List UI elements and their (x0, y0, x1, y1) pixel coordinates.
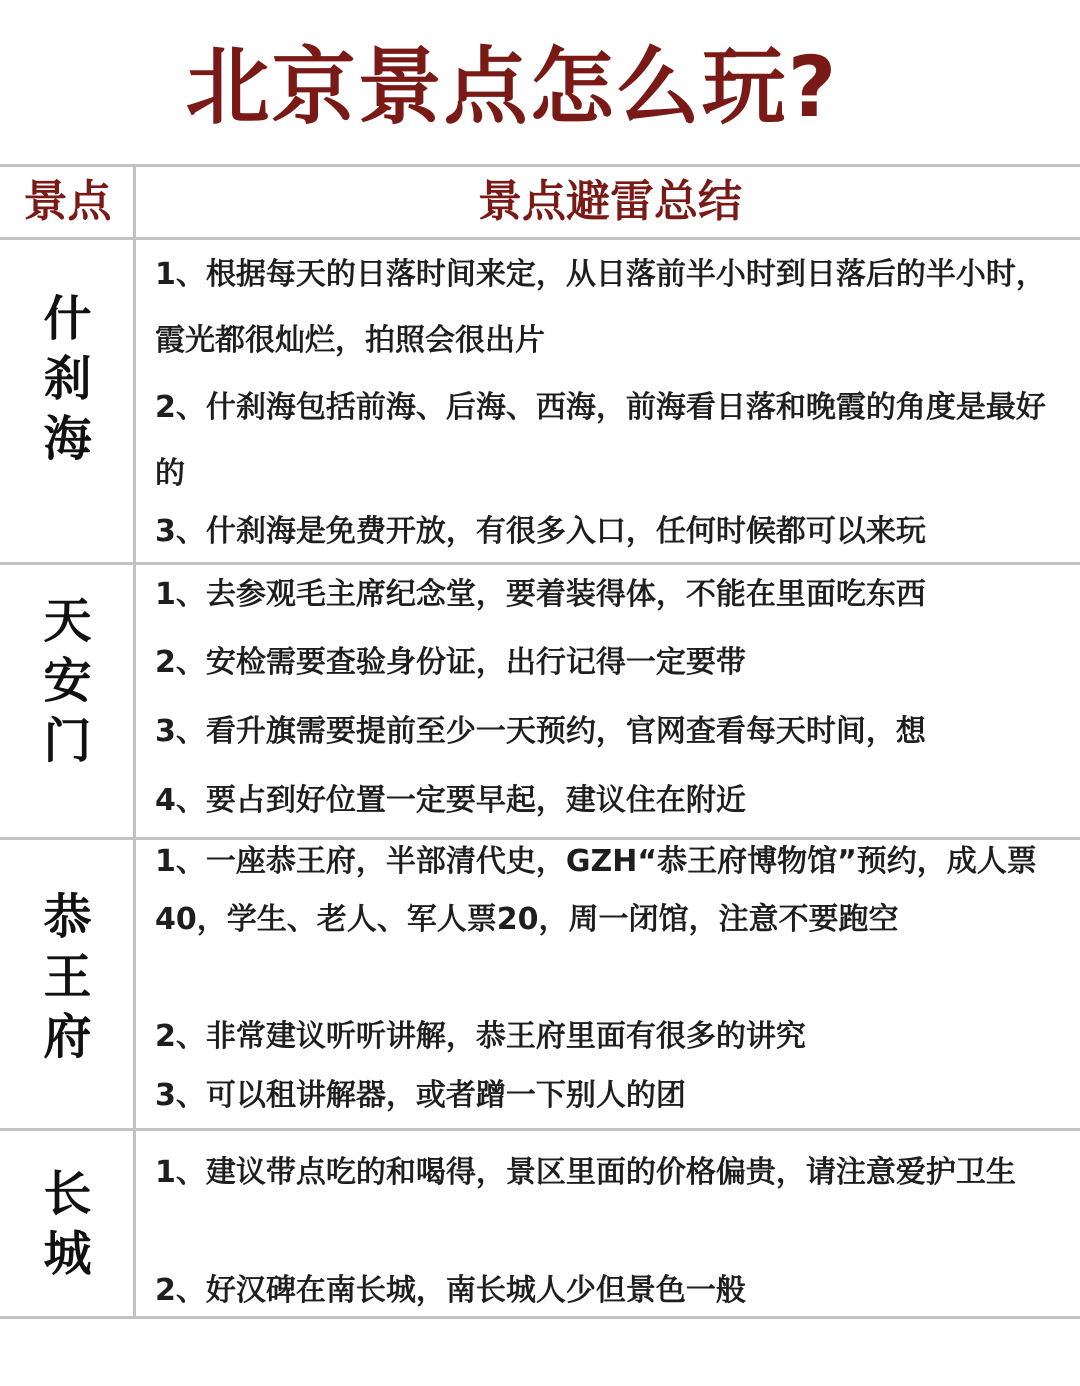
tip-text: 3、什刹海是免费开放，有很多入口，任何时候都可以来玩 (155, 514, 926, 549)
tip-text: 1、建议带点吃的和喝得，景区里面的价格偏贵，请注意爱护卫生 (155, 1155, 1016, 1190)
spot-name-tiananmen: 天 安 门 (43, 593, 92, 769)
spot-name-great-wall: 长 城 (43, 1166, 92, 1282)
spot-name-shichahai: 什 刹 海 (43, 291, 92, 467)
spot-name-gongwangfu: 恭 王 府 (43, 889, 92, 1065)
tip-text: 3、看升旗需要提前至少一天预约，官网查看每天时间，想 (155, 714, 926, 749)
tip-text: 1、去参观毛主席纪念堂，要着装得体，不能在里面吃东西 (155, 577, 926, 612)
tip-text: 1、根据每天的日落时间来定，从日落前半小时到日落后的半小时，霞光都很灿烂，拍照会很出片 (155, 257, 1046, 358)
tip-text: 1、一座恭王府，半部清代史，GZH“恭王府博物馆”预约，成人票40，学生、老人、军人票20，周一闭馆，注意不要跑空 (155, 844, 1037, 937)
tip-text: 2、什刹海包括前海、后海、西海，前海看日落和晚霞的角度是最好的 (155, 390, 1046, 491)
page-title: 北京景点怎么玩? (185, 38, 839, 136)
tip-text: 2、安检需要查验身份证，出行记得一定要带 (155, 645, 746, 680)
tip-text: 3、可以租讲解器，或者蹭一下别人的团 (155, 1078, 686, 1113)
tip-text: 4、要占到好位置一定要早起，建议住在附近 (155, 783, 746, 818)
header-spot: 景点 (23, 176, 112, 227)
header-tips: 景点避雷总结 (478, 176, 742, 227)
header-bottom-border (0, 237, 1080, 240)
row-divider (0, 1128, 1080, 1131)
tip-text: 2、好汉碑在南长城，南长城人少但景色一般 (155, 1273, 746, 1308)
tip-text: 2、非常建议听听讲解，恭王府里面有很多的讲究 (155, 1019, 806, 1054)
